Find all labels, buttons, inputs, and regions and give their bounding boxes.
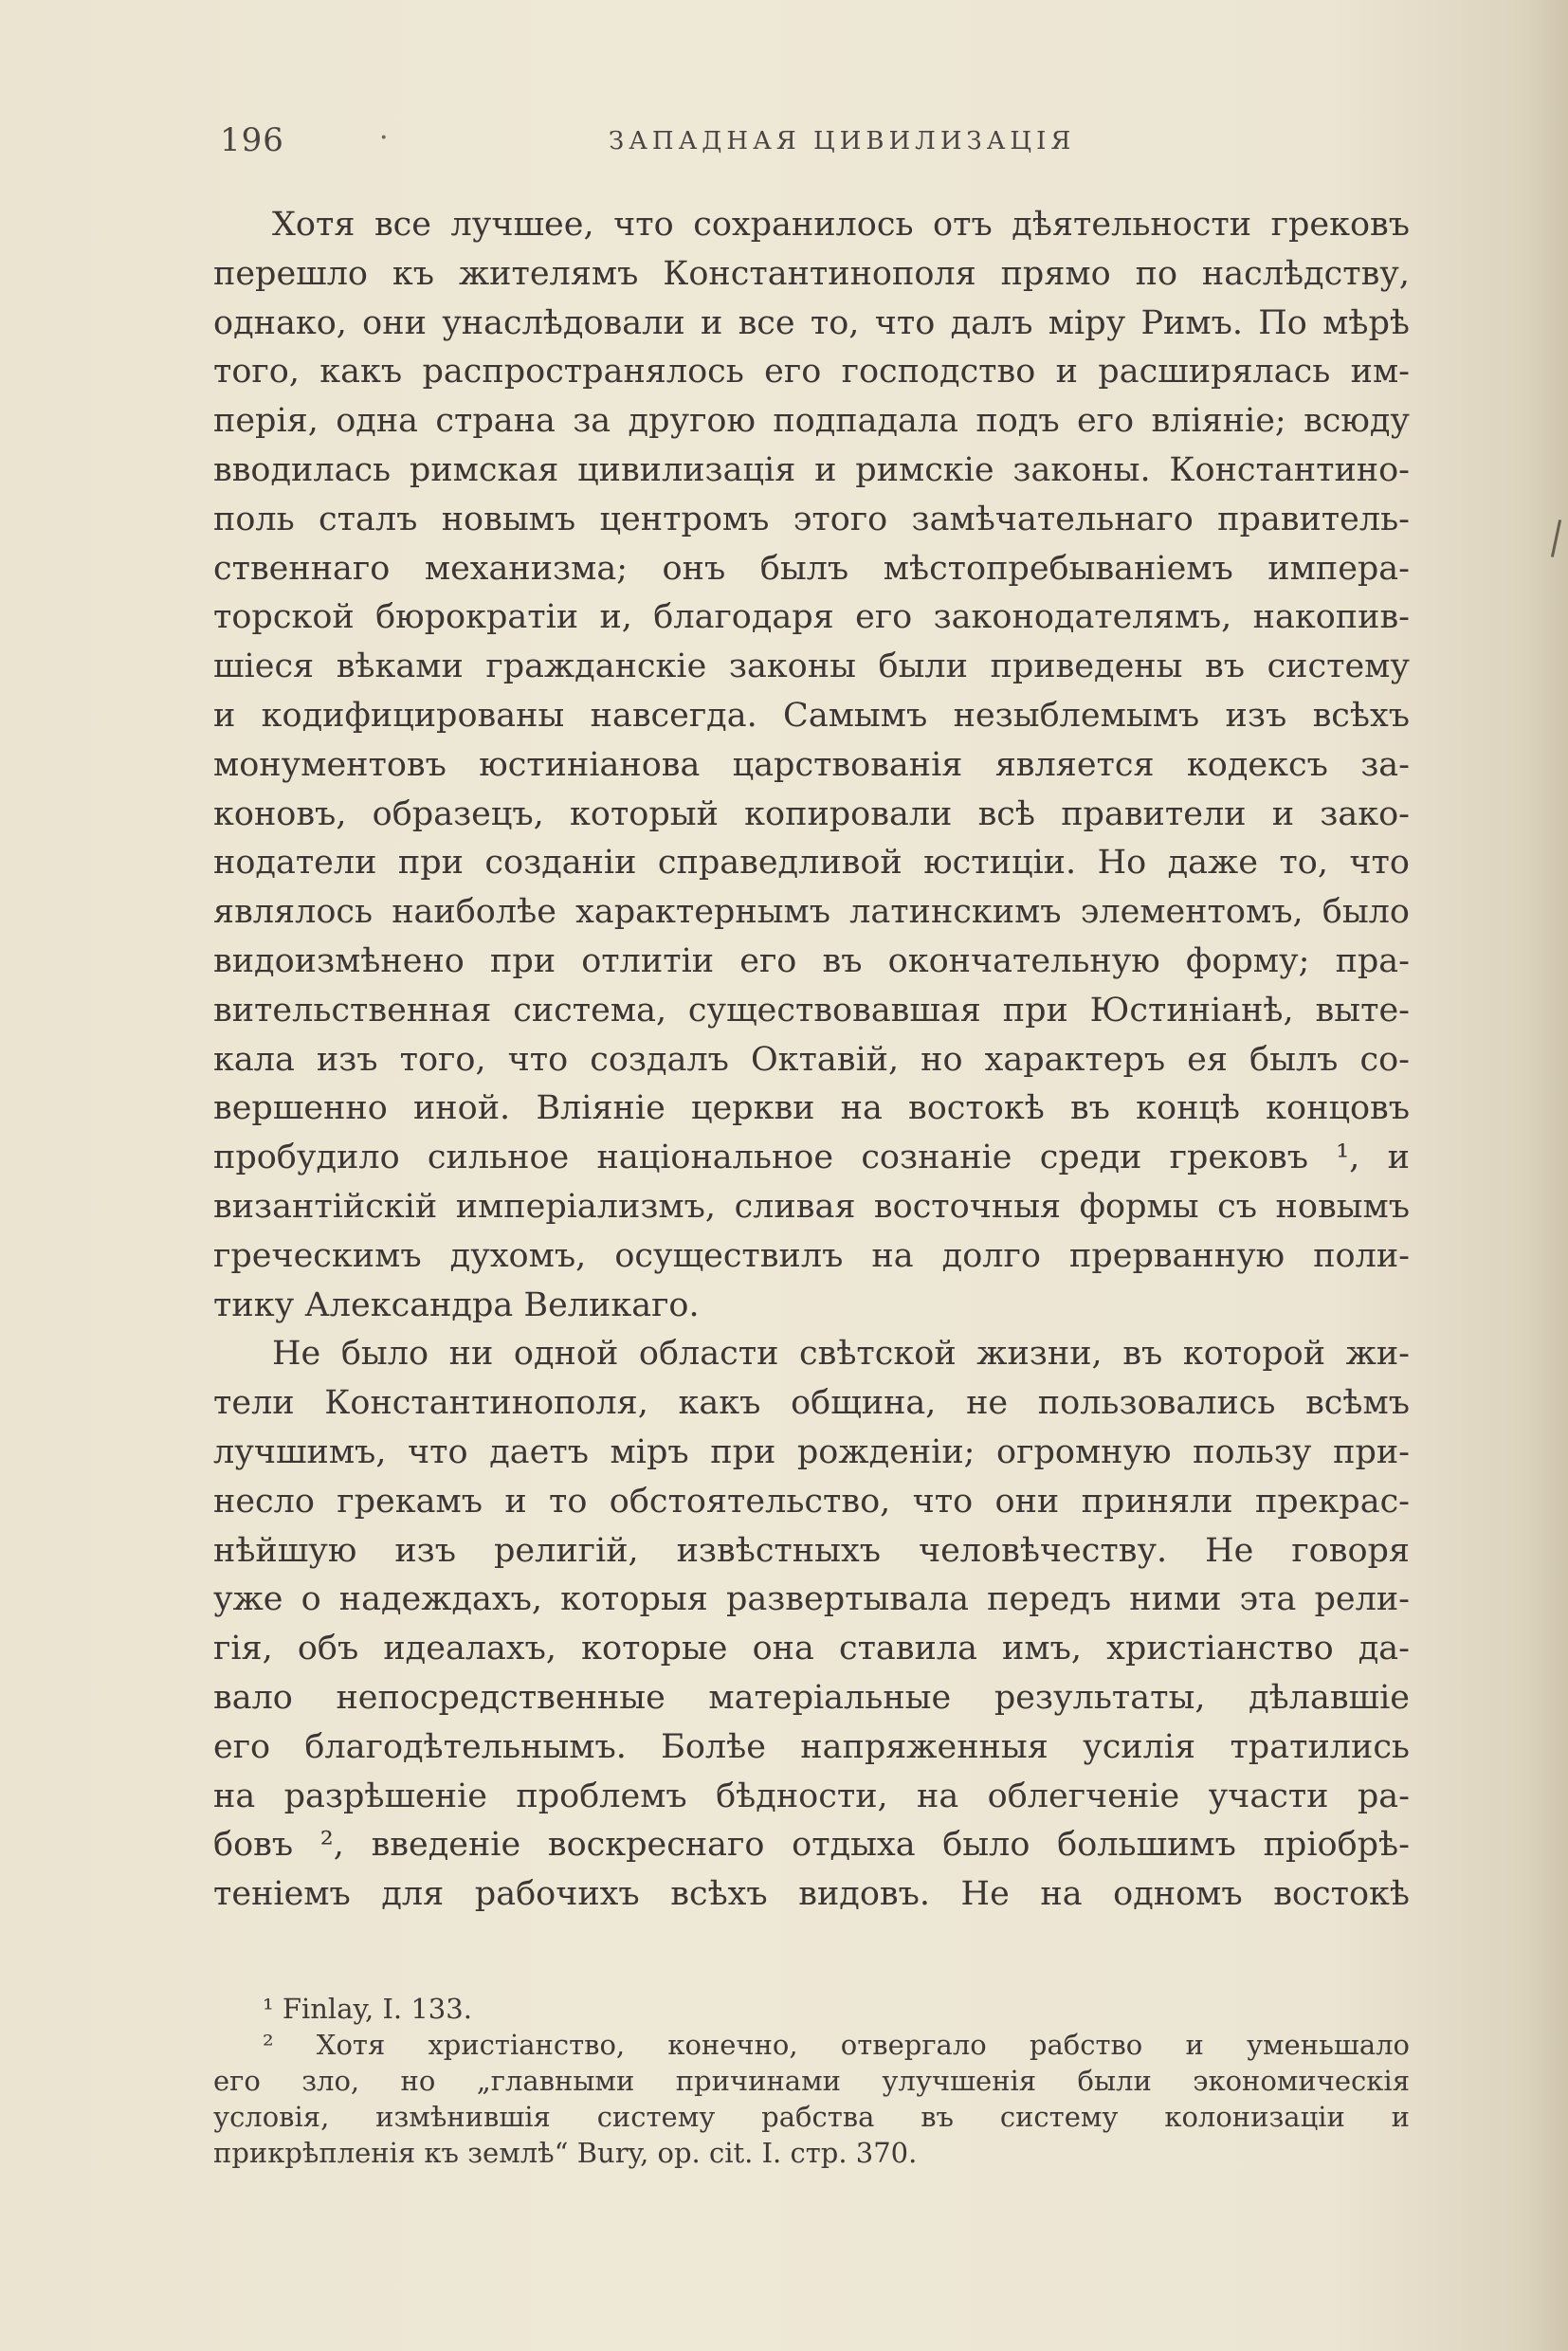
text-line: вало непосредственные матеріальные результаты, дѣлавшіе xyxy=(213,1678,1410,1717)
page-header xyxy=(220,112,1414,169)
text-line: того, какъ распространялось его господство и расширялась им- xyxy=(213,353,1410,392)
text-line: пробудило сильное національное сознаніе среди грековъ ¹, и xyxy=(213,1139,1410,1177)
margin-pencil-mark xyxy=(1551,519,1561,557)
text-line: перешло къ жителямъ Константинополя прямо по наслѣдству, xyxy=(213,254,1410,293)
text-line: Не было ни одной области свѣтской жизни, въ которой жи- xyxy=(272,1335,1410,1374)
text-line: несло грекамъ и то обстоятельство, что они приняли прекрас- xyxy=(213,1482,1410,1521)
text-line: перія, одна страна за другою подпадала подъ его вліяніе; всюду xyxy=(213,402,1410,441)
text-line: вершенно иной. Вліяніе церкви на востокѣ въ концѣ концовъ xyxy=(213,1089,1410,1128)
text-line: тели Константинополя, какъ община, не пользовались всѣмъ xyxy=(213,1384,1410,1423)
text-line: ственнаго механизма; онъ былъ мѣстопребываніемъ импера- xyxy=(213,549,1410,588)
header-separator: · xyxy=(379,121,389,155)
text-line: уже о надеждахъ, которыя развертывала передъ ними эта рели- xyxy=(213,1580,1410,1619)
text-line: шіеся вѣками гражданскіе законы были приведены въ систему xyxy=(213,647,1410,686)
text-line: вительственная система, существовавшая при Юстиніанѣ, выте- xyxy=(213,991,1410,1030)
footnote-line: прикрѣпленія къ землѣ“ Bury, op. cit. I. стр. 370. xyxy=(213,2137,918,2169)
text-line: видоизмѣнено при отлитіи его въ окончательную форму; пра- xyxy=(213,941,1410,980)
text-line: поль сталъ новымъ центромъ этого замѣчательнаго правитель- xyxy=(213,500,1410,538)
footnote-line: его зло, но „главными причинами улучшенія были экономическія xyxy=(213,2065,1410,2097)
text-line: тику Александра Великаго. xyxy=(213,1285,700,1324)
text-line: теніемъ для рабочихъ всѣхъ видовъ. Не на одномъ востокѣ xyxy=(213,1875,1410,1914)
text-line: монументовъ юстиніанова царствованія является кодексъ за- xyxy=(213,745,1410,784)
text-line: византійскій имперіализмъ, сливая восточныя формы съ новымъ xyxy=(213,1187,1410,1226)
text-line: нѣйшую изъ религій, извѣстныхъ человѣчеству. Не говоря xyxy=(213,1531,1410,1570)
text-line: кала изъ того, что создалъ Октавій, но характеръ ея былъ со- xyxy=(213,1040,1410,1079)
footnote-line: ² Хотя христіанство, конечно, отвергало рабство и уменьшало xyxy=(263,2029,1410,2061)
text-line: на разрѣшеніе проблемъ бѣдности, на облегченіе участи ра- xyxy=(213,1777,1410,1815)
footnotes xyxy=(213,1991,1410,2171)
text-line: лучшимъ, что даетъ міръ при рожденіи; огромную пользу при- xyxy=(213,1432,1410,1471)
text-line: торской бюрократіи и, благодаря его законодателямъ, накопив- xyxy=(213,598,1410,637)
text-line: и кодифицированы навсегда. Самымъ незыблемымъ изъ всѣхъ xyxy=(213,696,1410,735)
footnote-line: ¹ Finlay, I. 133. xyxy=(263,1993,472,2025)
text-line: греческимъ духомъ, осуществилъ на долго прерванную поли- xyxy=(213,1236,1410,1275)
text-line: бовъ ², введеніе воскреснаго отдыха было большимъ пріобрѣ- xyxy=(213,1826,1410,1865)
text-line: коновъ, образецъ, который копировали всѣ правители и зако- xyxy=(213,794,1410,833)
text-line: являлось наиболѣе характернымъ латинскимъ элементомъ, было xyxy=(213,893,1410,932)
text-line: гія, объ идеалахъ, которые она ставила имъ, христіанство да- xyxy=(213,1630,1410,1668)
text-line: Хотя все лучшее, что сохранилось отъ дѣятельности грековъ xyxy=(272,206,1410,244)
page-number: 196 xyxy=(220,121,284,159)
text-line: вводилась римская цивилизація и римскіе законы. Константино- xyxy=(213,450,1410,489)
text-line: его благодѣтельнымъ. Болѣе напряженныя усилія тратились xyxy=(213,1727,1410,1766)
text-line: однако, они унаслѣдовали и все то, что далъ міру Римъ. По мѣрѣ xyxy=(213,303,1410,342)
text-line: нодатели при созданіи справедливой юстиціи. Но даже то, что xyxy=(213,844,1410,883)
footnote-line: условія, измѣнившія систему рабства въ систему колонизаціи и xyxy=(213,2101,1410,2133)
main-text xyxy=(213,201,1410,1920)
running-title: ЗАПАДНАЯ ЦИВИЛИЗАЦІЯ xyxy=(609,127,1076,155)
